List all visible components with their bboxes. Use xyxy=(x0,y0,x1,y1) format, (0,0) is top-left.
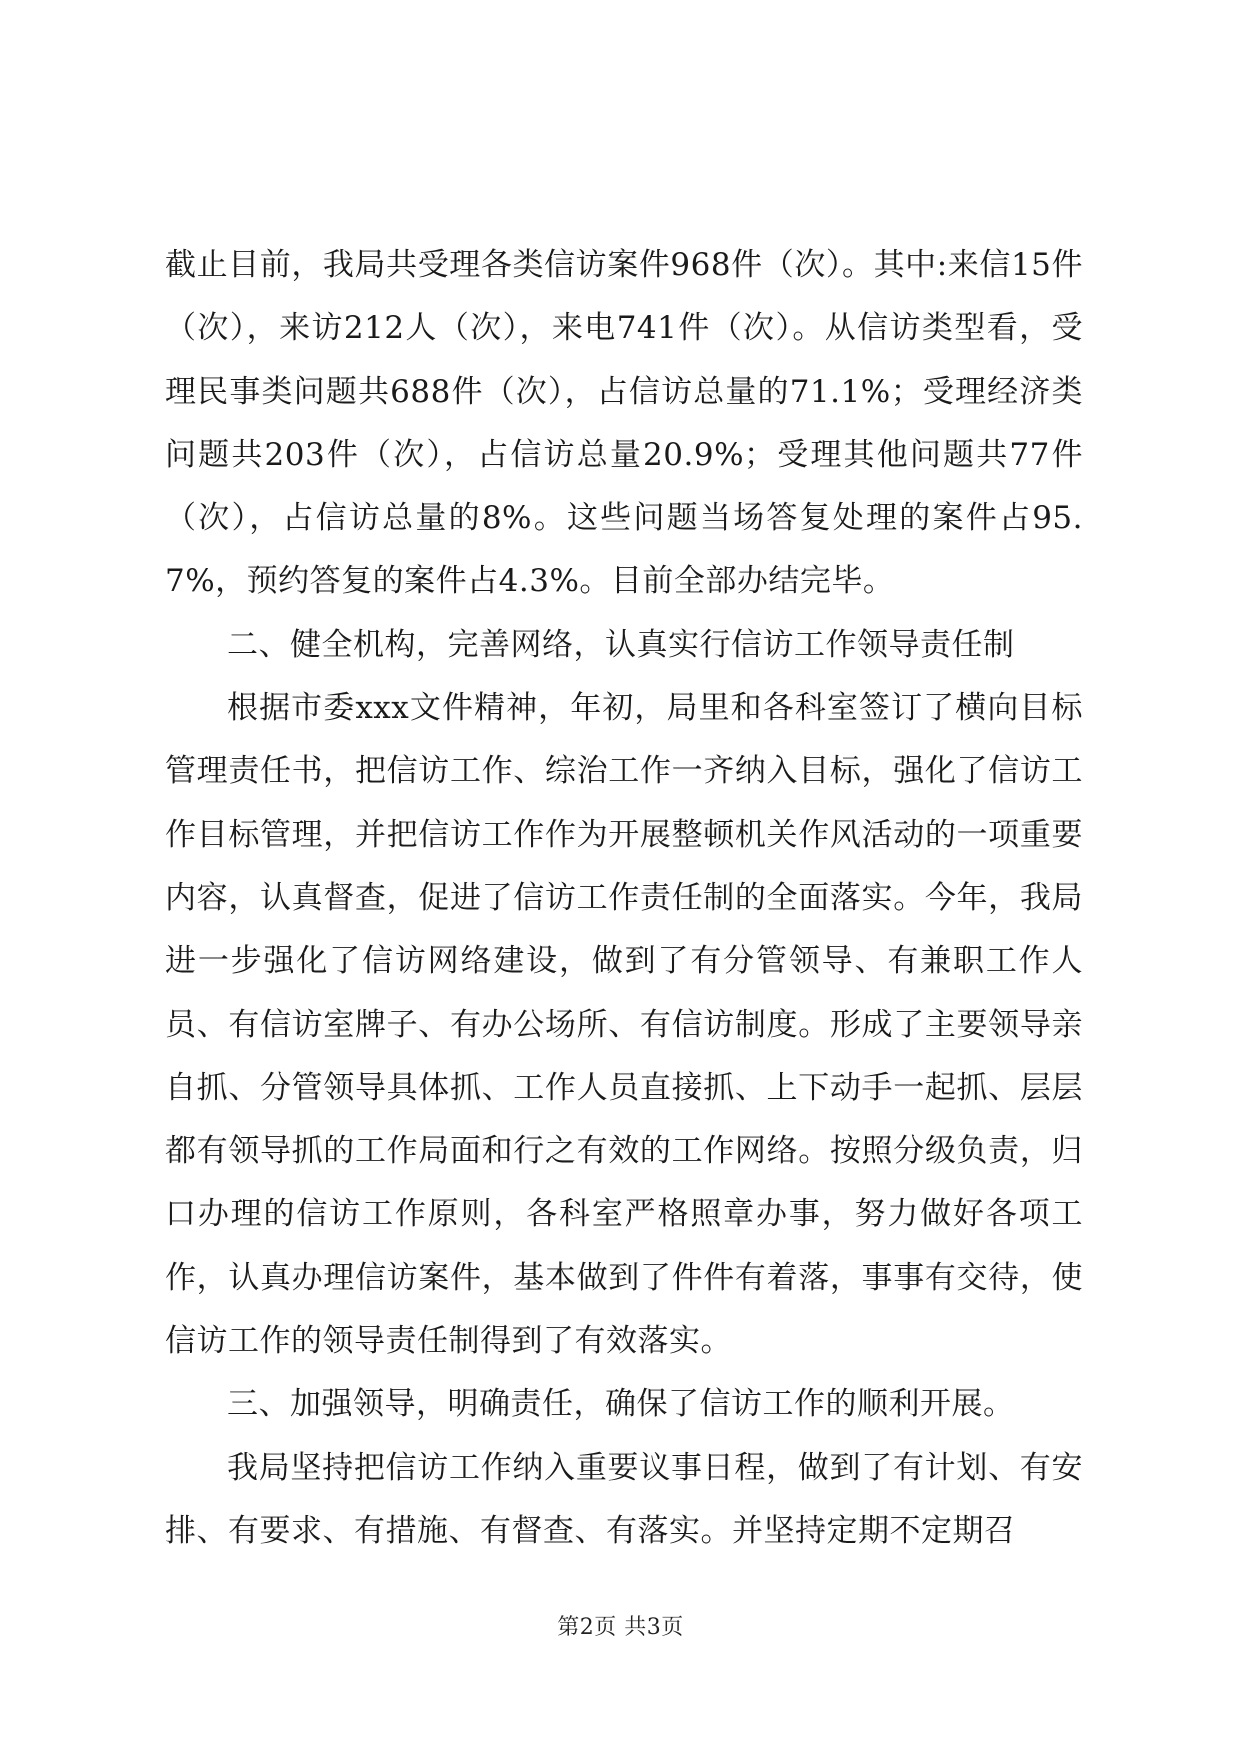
section-heading-two: 二、健全机构，完善网络，认真实行信访工作领导责任制 xyxy=(227,626,1015,663)
paragraph-responsibility-system: 根据市委xxx文件精神，年初，局里和各科室签订了横向目标管理责任书，把信访工作、综治工作一齐纳入目标，强化了信访工作目标管理，并把信访工作作为开展整顿机关作风活动的一项重要内容，认真督查，促进了信访工作责任制的全面落实。今年，我局进一步强化了信访网络建设，做到了有分管领导、有兼职工作人员、有信访室牌子、有办公场所、有信访制度。形成了主要领导亲自抓、分管领导具体抓、工作人员直接抓、上下动手一起抓、层层都有领导抓的工作局面和行之有效的工作网络。按照分级负责，归口办理的信访工作原则，各科室严格照章办事，努力做好各项工作，认真办理信访案件，基本做到了件件有着落，事事有交待，使信访工作的领导责任制得到了有效落实。 xyxy=(165,690,1083,1360)
section-heading-three: 三、加强领导，明确责任，确保了信访工作的顺利开展。 xyxy=(227,1386,1015,1423)
paragraph-statistics: 截止目前，我局共受理各类信访案件968件（次）。其中:来信15件（次），来访212人（次），来电741件（次）。从信访类型看，受理民事类问题共688件（次），占信访总量的71.1%；受理经济类问题共203件（次），占信访总量20.9%；受理其他问题共77件（次），占信访总量的8%。这些问题当场答复处理的案件占95.7%，预约答复的案件占4.3%。目前全部办结完毕。 xyxy=(165,247,1083,600)
page-footer: 第2页 共3页 xyxy=(557,1615,684,1640)
document-body xyxy=(165,234,1083,1563)
paragraph-agenda: 我局坚持把信访工作纳入重要议事日程，做到了有计划、有安排、有要求、有措施、有督查、有落实。并坚持定期不定期召 xyxy=(165,1449,1083,1549)
